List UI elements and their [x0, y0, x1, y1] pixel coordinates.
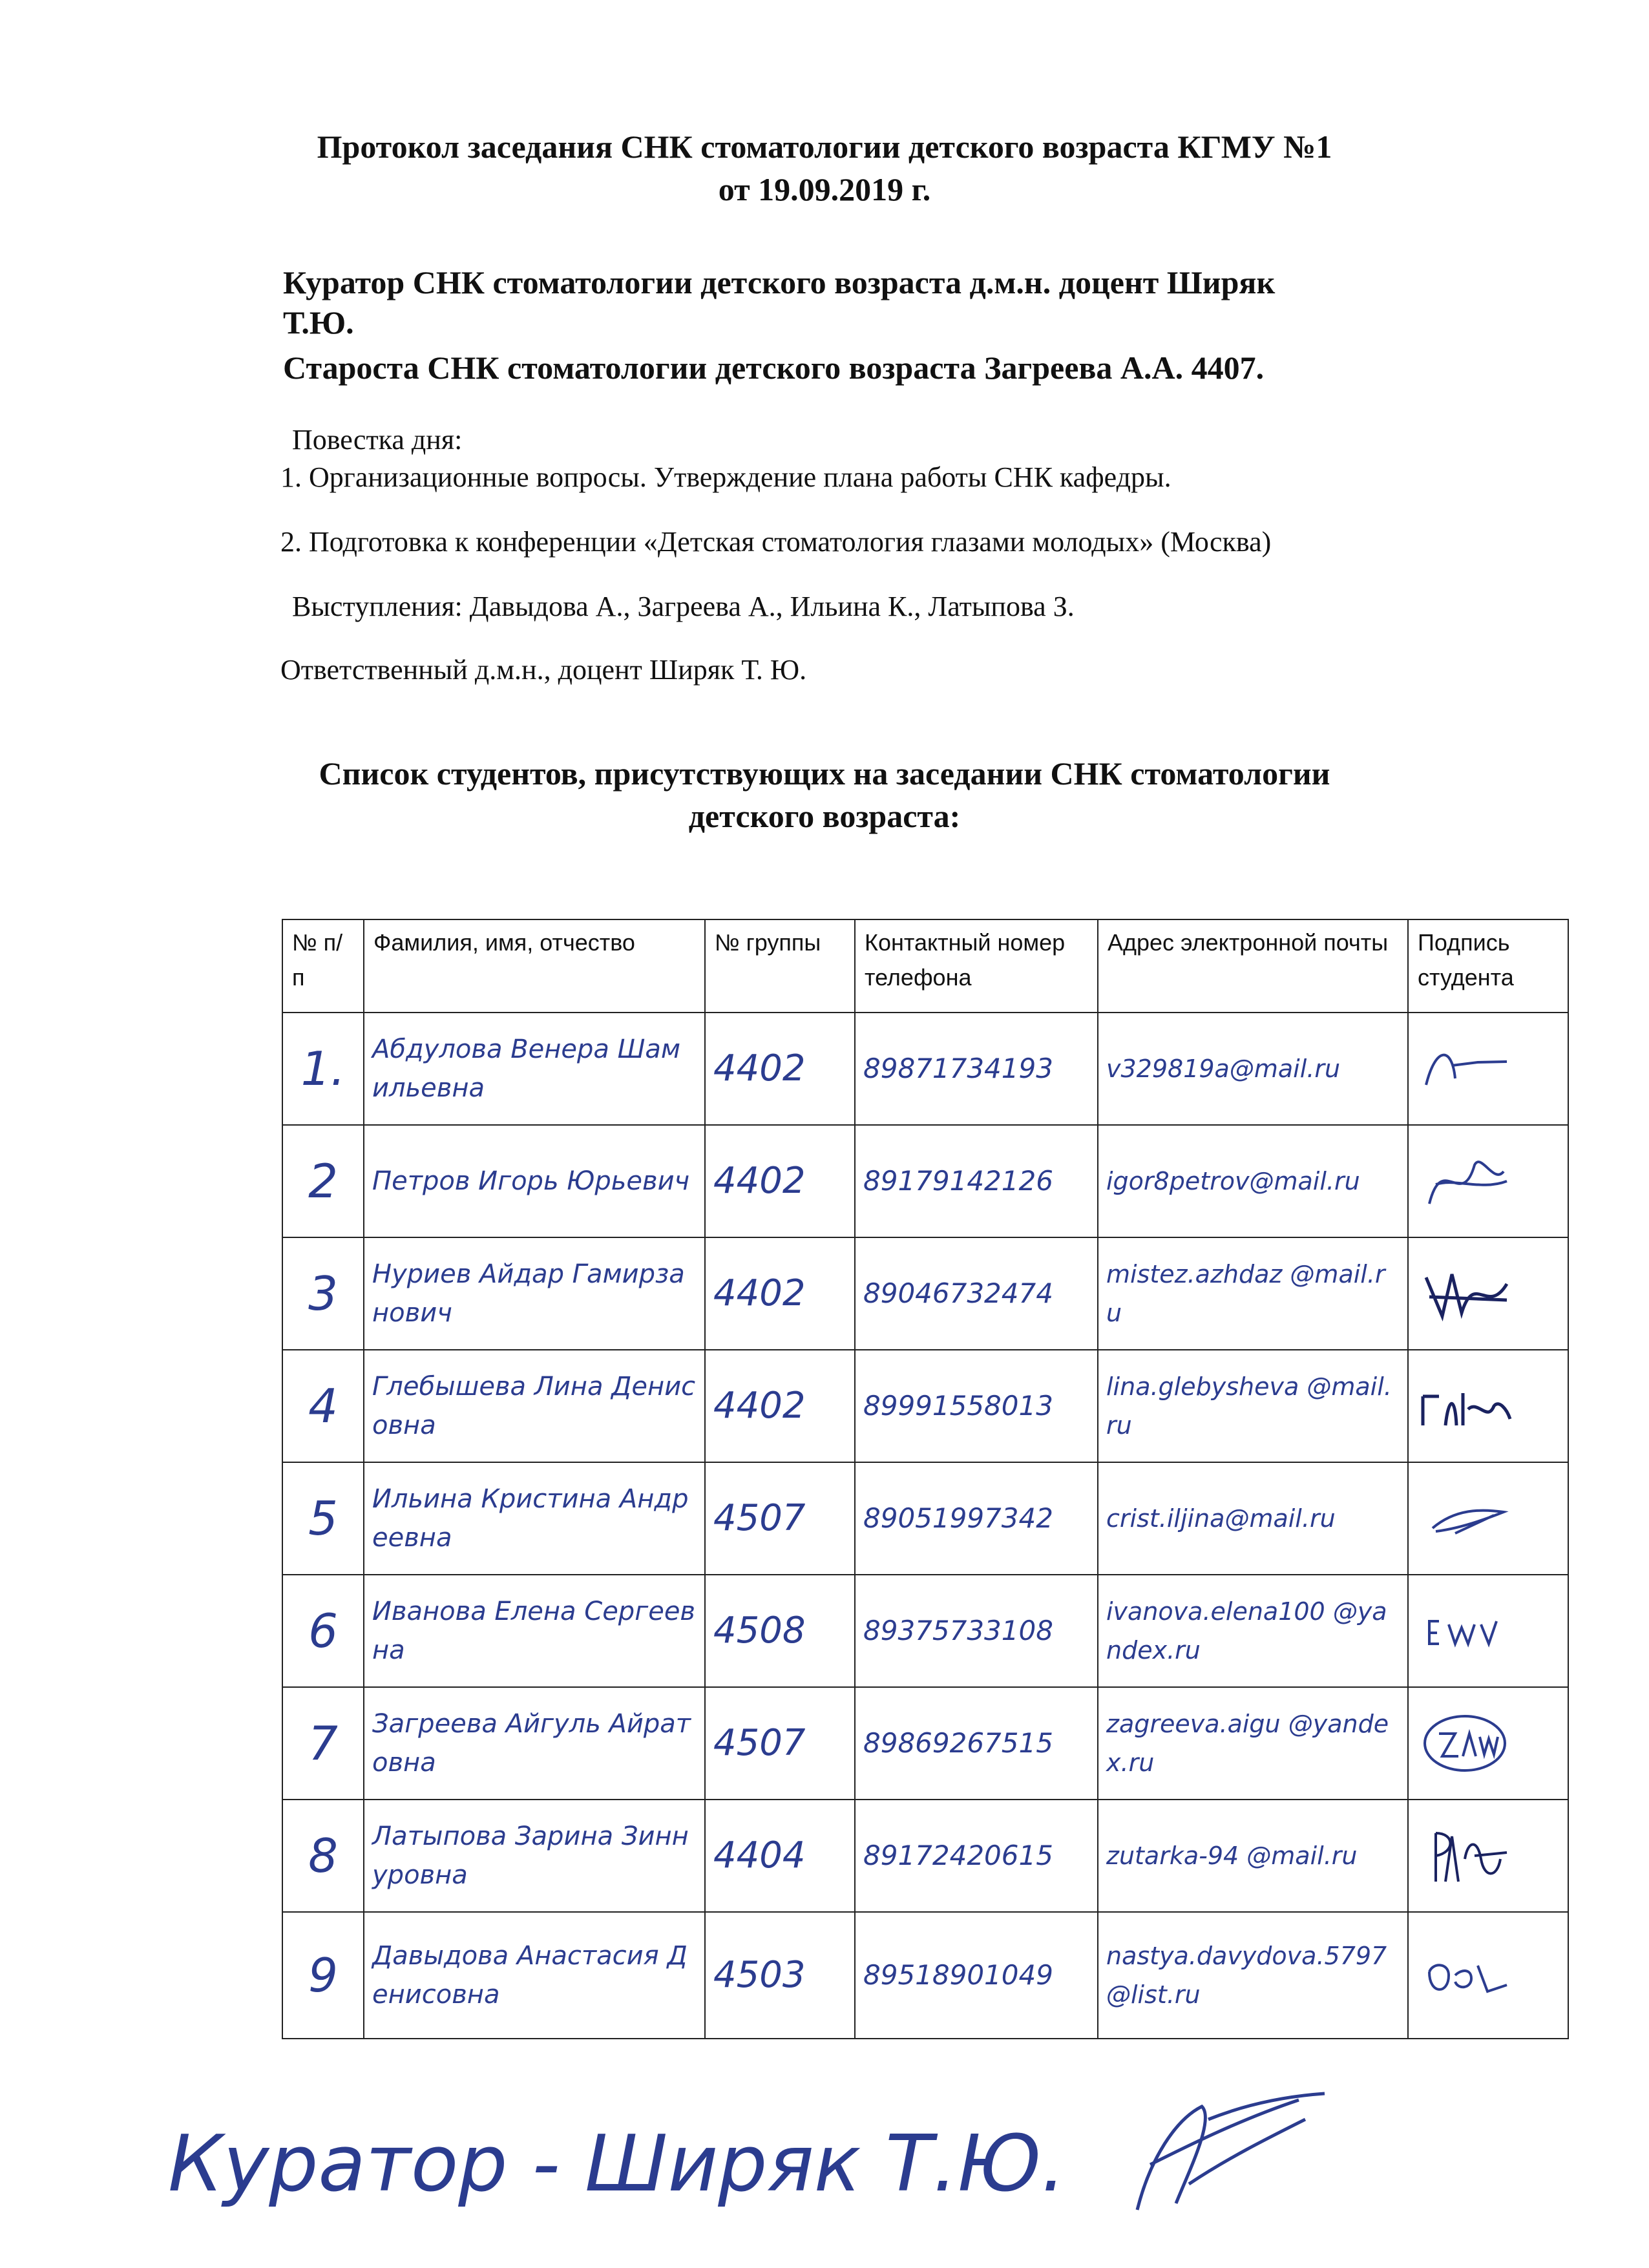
row-num: 3: [282, 1237, 364, 1350]
table-row: [282, 1462, 1568, 1575]
document-date: от 19.09.2019 г.: [718, 171, 931, 207]
row-signature: [1408, 1575, 1568, 1687]
signature-mark: [1416, 1258, 1513, 1329]
row-group: 4402: [705, 1125, 855, 1237]
row-group: 4402: [705, 1350, 855, 1462]
row-name: Петров Игорь Юрьевич: [364, 1125, 705, 1237]
row-signature: [1408, 1125, 1568, 1237]
document-title: Протокол заседания СНК стоматологии детского возраста КГМУ №1: [317, 129, 1332, 165]
row-num: 7: [282, 1687, 364, 1800]
table-row: [282, 1350, 1568, 1462]
row-name: Иванова Елена Сергеевна: [364, 1575, 705, 1687]
table-row: [282, 1013, 1568, 1125]
row-group: 4508: [705, 1575, 855, 1687]
row-email: zutarka-94 @mail.ru: [1098, 1800, 1408, 1912]
table-row: [282, 1800, 1568, 1912]
row-num: 9: [282, 1912, 364, 2039]
row-group: 4404: [705, 1800, 855, 1912]
signature-mark: [1416, 1820, 1513, 1891]
agenda-item-2: 2. Подготовка к конференции «Детская стоматология глазами молодых» (Москва): [280, 526, 1272, 558]
signature-mark: [1416, 1483, 1513, 1554]
agenda-title: Повестка дня:: [292, 424, 463, 456]
row-num: 2: [282, 1125, 364, 1237]
agenda-item-1: 1. Организационные вопросы. Утверждение плана работы СНК кафедры.: [280, 461, 1171, 493]
row-signature: [1408, 1800, 1568, 1912]
agenda-speakers: Выступления: Давыдова А., Загреева А., Ильина К., Латыпова З.: [292, 591, 1075, 622]
row-email: nastya.davydova.5797@list.ru: [1098, 1912, 1408, 2039]
row-num: 5: [282, 1462, 364, 1575]
header-sign: Подпись студента: [1408, 919, 1568, 1013]
curator-line: Куратор СНК стоматологии детского возраста д.м.н. доцент Ширяк: [283, 264, 1276, 300]
row-num: 6: [282, 1575, 364, 1687]
curator-signature: [142, 2081, 1370, 2236]
row-signature: [1408, 1912, 1568, 2039]
attendance-table: [282, 919, 1569, 2039]
table-row: [282, 1912, 1568, 2039]
row-num: 8: [282, 1800, 364, 1912]
row-name: Ильина Кристина Андреевна: [364, 1462, 705, 1575]
row-phone: 89991558013: [855, 1350, 1098, 1462]
header-num: № п/п: [282, 919, 364, 1013]
row-email: igor8petrov@mail.ru: [1098, 1125, 1408, 1237]
row-group: 4507: [705, 1462, 855, 1575]
row-signature: [1408, 1013, 1568, 1125]
signature-mark: [1416, 1370, 1513, 1442]
row-name: Латыпова Зарина Зиннуровна: [364, 1800, 705, 1912]
signature-mark: [1416, 1595, 1513, 1666]
row-signature: [1408, 1237, 1568, 1350]
list-title: Список студентов, присутствующих на заседании СНК стоматологии: [319, 755, 1330, 792]
row-name: Глебышева Лина Денисовна: [364, 1350, 705, 1462]
row-group: 4402: [705, 1013, 855, 1125]
row-phone: 89375733108: [855, 1575, 1098, 1687]
row-group: 4507: [705, 1687, 855, 1800]
row-email: v329819a@mail.ru: [1098, 1013, 1408, 1125]
signature-mark: [1416, 1708, 1513, 1779]
row-name: Нуриев Айдар Гамирзанович: [364, 1237, 705, 1350]
row-phone: 89051997342: [855, 1462, 1098, 1575]
row-name: Абдулова Венера Шамильевна: [364, 1013, 705, 1125]
row-phone: 89871734193: [855, 1013, 1098, 1125]
signature-mark: [1416, 1033, 1513, 1104]
row-email: lina.glebysheva @mail.ru: [1098, 1350, 1408, 1462]
row-email: crist.iljina@mail.ru: [1098, 1462, 1408, 1575]
row-num: 4: [282, 1350, 364, 1462]
curator-signature-text: Куратор - Ширяк Т.Ю.: [168, 2119, 1066, 2209]
row-phone: 89179142126: [855, 1125, 1098, 1237]
table-row: [282, 1237, 1568, 1350]
row-phone: 89046732474: [855, 1237, 1098, 1350]
table-row: [282, 1575, 1568, 1687]
header-email: Адрес электронной почты: [1098, 919, 1408, 1013]
header-phone: Контактный номер телефона: [855, 919, 1098, 1013]
table-row: [282, 1687, 1568, 1800]
row-signature: [1408, 1687, 1568, 1800]
row-name: Давыдова Анастасия Денисовна: [364, 1912, 705, 2039]
agenda-responsible: Ответственный д.м.н., доцент Ширяк Т. Ю.: [280, 654, 807, 686]
row-email: ivanova.elena100 @yandex.ru: [1098, 1575, 1408, 1687]
row-signature: [1408, 1350, 1568, 1462]
row-name: Загреева Айгуль Айратовна: [364, 1687, 705, 1800]
row-phone: 89869267515: [855, 1687, 1098, 1800]
headman-line: Староста СНК стоматологии детского возраста Загреева А.А. 4407.: [283, 350, 1265, 386]
list-title-line2: детского возраста:: [688, 798, 961, 834]
row-email: zagreeva.aigu @yandex.ru: [1098, 1687, 1408, 1800]
row-group: 4402: [705, 1237, 855, 1350]
table-row: [282, 1125, 1568, 1237]
row-group: 4503: [705, 1912, 855, 2039]
table-header-row: [282, 919, 1568, 1013]
row-signature: [1408, 1462, 1568, 1575]
header-group: № группы: [705, 919, 855, 1013]
curator-initials: Т.Ю.: [283, 304, 354, 341]
row-phone: 89518901049: [855, 1912, 1098, 2039]
header-name: Фамилия, имя, отчество: [364, 919, 705, 1013]
row-num: 1.: [282, 1013, 364, 1125]
signature-mark: [1416, 1940, 1513, 2011]
signature-mark: [1416, 1146, 1513, 1217]
row-email: mistez.azhdaz @mail.ru: [1098, 1237, 1408, 1350]
row-phone: 89172420615: [855, 1800, 1098, 1912]
